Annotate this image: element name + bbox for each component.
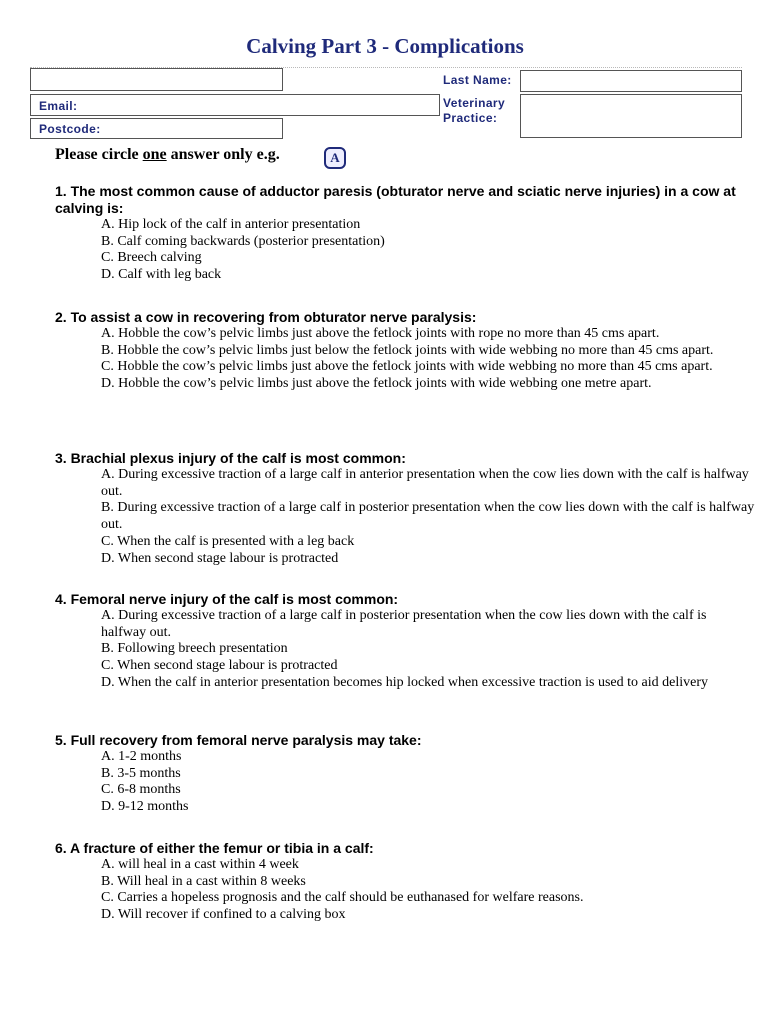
question-text: 4. Femoral nerve injury of the calf is most common:	[55, 591, 399, 607]
answer-option[interactable]: C. Hobble the cow’s pelvic limbs just above the fetlock joints with wide webbing no more than 45 cms apart.	[101, 359, 713, 375]
instruction-emphasis: one	[142, 146, 167, 163]
page-title: Calving Part 3 - Complications	[246, 34, 524, 58]
answer-option[interactable]: A. Hip lock of the calf in anterior presentation	[101, 217, 361, 232]
question	[55, 591, 755, 692]
instruction-prefix: Please circle	[55, 146, 143, 163]
instruction	[55, 146, 280, 164]
answer-option[interactable]: A. Hobble the cow’s pelvic limbs just above the fetlock joints with rope no more than 45 cms apart.	[101, 326, 660, 341]
answer-option[interactable]: B. During excessive traction of a large calf in posterior presentation when the cow lies down with the calf is halfway out.	[101, 500, 755, 533]
postcode-label: Postcode:	[39, 122, 101, 136]
answer-option[interactable]: D. 9-12 months	[101, 799, 189, 815]
answer-option[interactable]: D. When the calf in anterior presentation becomes hip locked when excessive traction is used to aid delivery	[101, 674, 708, 690]
example-answer-icon: A	[324, 147, 346, 169]
answer-option[interactable]: D. Will recover if confined to a calving box	[101, 907, 346, 923]
answer-option[interactable]: A. During excessive traction of a large calf in posterior presentation when the cow lies down with the calf is halfway out.	[101, 608, 707, 640]
question	[55, 450, 755, 567]
answer-option[interactable]: A. During excessive traction of a large calf in anterior presentation when the cow lies down with the calf is halfway out.	[101, 467, 749, 499]
last-name-field[interactable]	[520, 70, 742, 92]
answer-option[interactable]: B. Hobble the cow’s pelvic limbs just below the fetlock joints with wide webbing no more than 45 cms apart.	[101, 342, 714, 358]
answer-option[interactable]: A. will heal in a cast within 4 week	[101, 857, 299, 872]
first-name-field[interactable]	[30, 68, 283, 91]
answer-option[interactable]: D. Hobble the cow’s pelvic limbs just above the fetlock joints with wide webbing one metre apart.	[101, 376, 652, 392]
question-text: 6. A fracture of either the femur or tibia in a calf:	[55, 840, 374, 856]
question-text: 2. To assist a cow in recovering from obturator nerve paralysis:	[55, 309, 477, 325]
answer-option[interactable]: D. Calf with leg back	[101, 267, 222, 283]
answer-option[interactable]: C. Breech calving	[101, 250, 202, 266]
answer-option[interactable]: B. Will heal in a cast within 8 weeks	[101, 873, 306, 889]
answer-option[interactable]: C. When second stage labour is protracted	[101, 658, 338, 674]
question	[55, 840, 755, 924]
answer-option[interactable]: C. Carries a hopeless prognosis and the calf should be euthanased for welfare reasons.	[101, 890, 584, 906]
veterinary-practice-label-line1: Veterinary	[443, 96, 506, 110]
answer-option[interactable]: C. When the calf is presented with a leg back	[101, 533, 355, 549]
answer-option[interactable]: B. Calf coming backwards (posterior presentation)	[101, 233, 385, 249]
veterinary-practice-label-line2: Practice:	[443, 111, 498, 125]
last-name-label: Last Name:	[443, 73, 512, 87]
instruction-suffix: answer only e.g.	[166, 146, 280, 163]
question-text: 1. The most common cause of adductor paresis (obturator nerve and sciatic nerve injuries) in a cow at calving is:	[55, 183, 736, 216]
answer-option[interactable]: C. 6-8 months	[101, 782, 181, 798]
answer-option[interactable]: B. 3-5 months	[101, 765, 181, 781]
email-field[interactable]	[30, 94, 440, 116]
question-text: 3. Brachial plexus injury of the calf is most common:	[55, 450, 406, 466]
question	[55, 309, 755, 393]
email-label: Email:	[39, 99, 78, 113]
veterinary-practice-field[interactable]	[520, 94, 742, 138]
answer-option[interactable]: A. 1-2 months	[101, 749, 182, 764]
answer-option[interactable]: D. When second stage labour is protracted	[101, 550, 339, 566]
answer-option[interactable]: B. Following breech presentation	[101, 641, 288, 657]
question	[55, 732, 755, 816]
question-text: 5. Full recovery from femoral nerve paralysis may take:	[55, 732, 422, 748]
question	[55, 183, 755, 284]
